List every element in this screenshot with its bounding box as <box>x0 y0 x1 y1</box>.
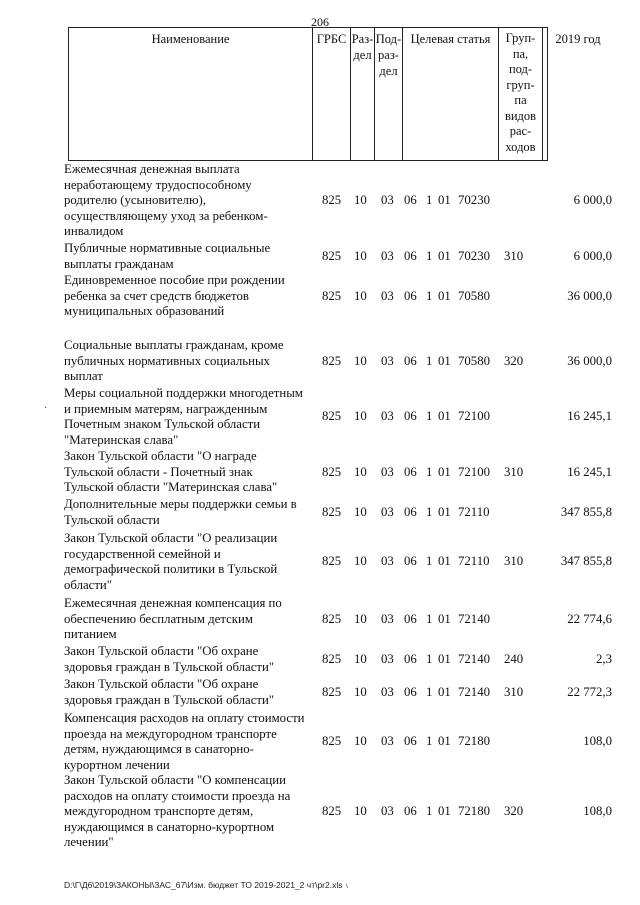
row-sum: 6 000,0 <box>573 193 612 208</box>
row-name-line: нуждающимся в санаторно-курортном <box>64 819 275 834</box>
row-name-line: Тульской области "Материнская слава" <box>64 480 278 495</box>
row-grbs: 825 <box>322 464 342 479</box>
row-sum: 36 000,0 <box>567 353 612 368</box>
row-c4: 72140 <box>458 611 490 626</box>
row-name-line: области" <box>64 577 113 592</box>
row-c3: 01 <box>438 554 451 569</box>
row-rz: 10 <box>354 804 367 819</box>
row-c4: 72110 <box>458 504 490 519</box>
row-c4: 72180 <box>458 804 490 819</box>
row-c1: 06 <box>404 651 417 666</box>
row-name-line: Тульской области - Почетный знак <box>64 464 253 479</box>
header-grbs: ГРБС <box>313 28 351 160</box>
row-rz: 10 <box>354 611 367 626</box>
row-sum: 6 000,0 <box>573 248 612 263</box>
row-c2: 1 <box>426 504 433 519</box>
row-grbs: 825 <box>322 651 342 666</box>
header-group-line: груп- <box>506 77 535 92</box>
header-podrazdel-line: дел <box>379 64 398 78</box>
table-row <box>64 677 612 708</box>
row-name <box>64 711 314 773</box>
header-razdel <box>351 28 375 160</box>
table-row <box>64 449 612 496</box>
row-sum: 108,0 <box>583 734 612 749</box>
table-row <box>64 497 612 528</box>
row-grbs: 825 <box>322 684 342 699</box>
row-sum: 347 855,8 <box>560 554 612 569</box>
row-c1: 06 <box>404 504 417 519</box>
row-grbs: 825 <box>322 611 342 626</box>
header-target: Целевая статья <box>403 28 499 160</box>
row-sum: 2,3 <box>596 651 612 666</box>
row-name-line: государственной семейной и <box>64 546 221 561</box>
row-rz: 10 <box>354 504 367 519</box>
header-group-line: ходов <box>505 139 536 154</box>
row-name-line: Дополнительные меры поддержки семьи в <box>64 497 297 511</box>
row-c1: 06 <box>404 353 417 368</box>
row-rz: 10 <box>354 554 367 569</box>
row-c4: 72140 <box>458 651 490 666</box>
row-c4: 72140 <box>458 684 490 699</box>
row-name <box>64 677 314 708</box>
row-name <box>64 449 314 496</box>
row-name-line: лечении" <box>64 835 114 850</box>
row-vr: 310 <box>504 554 524 569</box>
row-c1: 06 <box>404 684 417 699</box>
table-row <box>64 596 612 643</box>
row-c3: 01 <box>438 353 451 368</box>
row-name-line: осуществляющему уход за ребенком- <box>64 208 268 223</box>
row-pr: 03 <box>381 611 394 626</box>
header-group-line: рас- <box>509 124 532 138</box>
row-name-line: обеспечению бесплатным детским <box>64 611 253 626</box>
row-grbs: 825 <box>322 353 342 368</box>
row-grbs: 825 <box>322 193 342 208</box>
row-vr: 310 <box>504 464 524 479</box>
row-c2: 1 <box>426 684 433 699</box>
table-row <box>64 386 612 448</box>
row-grbs: 825 <box>322 288 342 303</box>
row-vr: 320 <box>504 353 524 368</box>
scan-mark: · <box>44 403 48 414</box>
row-sum: 22 772,3 <box>567 684 612 699</box>
row-name-line: здоровья граждан в Тульской области" <box>64 659 275 674</box>
table-row <box>64 273 612 320</box>
row-c2: 1 <box>426 193 433 208</box>
row-name-line: курортном лечении <box>64 757 170 772</box>
row-c3: 01 <box>438 804 451 819</box>
header-name: Наименование <box>69 28 313 160</box>
row-name-line: инвалидом <box>64 224 124 239</box>
row-name-line: расходов на оплату стоимости проезда на <box>64 788 291 803</box>
row-pr: 03 <box>381 554 394 569</box>
row-c4: 72100 <box>458 409 490 424</box>
header-group-line: под- <box>508 62 533 76</box>
row-pr: 03 <box>381 288 394 303</box>
row-c1: 06 <box>404 554 417 569</box>
row-name-line: Закон Тульской области "О компенсации <box>64 773 286 787</box>
table-row <box>64 711 612 773</box>
row-c1: 06 <box>404 464 417 479</box>
row-pr: 03 <box>381 684 394 699</box>
row-vr: 240 <box>504 651 524 666</box>
row-c3: 01 <box>438 248 451 263</box>
row-rz: 10 <box>354 353 367 368</box>
row-name-line: Ежемесячная денежная выплата <box>64 162 240 176</box>
row-name-line: Меры социальной поддержки многодетным <box>64 386 303 400</box>
row-name-line: Закон Тульской области "О реализации <box>64 531 278 545</box>
row-name <box>64 531 314 593</box>
row-c2: 1 <box>426 464 433 479</box>
header-podrazdel-line: раз- <box>378 48 399 62</box>
row-name <box>64 596 314 643</box>
row-sum: 347 855,8 <box>560 504 612 519</box>
row-vr: 310 <box>504 248 524 263</box>
row-c2: 1 <box>426 804 433 819</box>
row-name-line: Публичные нормативные социальные <box>64 241 271 255</box>
row-name-line: "Материнская слава" <box>64 432 179 447</box>
row-pr: 03 <box>381 734 394 749</box>
row-c2: 1 <box>426 651 433 666</box>
row-sum: 108,0 <box>583 804 612 819</box>
row-pr: 03 <box>381 804 394 819</box>
row-name-line: Социальные выплаты гражданам, кроме <box>64 338 284 352</box>
row-c3: 01 <box>438 193 451 208</box>
row-c2: 1 <box>426 734 433 749</box>
row-name-line: родителю (усыновителю), <box>64 193 206 208</box>
row-rz: 10 <box>354 193 367 208</box>
row-name-line: ребенка за счет средств бюджетов <box>64 288 249 303</box>
row-c2: 1 <box>426 288 433 303</box>
row-name-line: проезда на междугородном транспорте <box>64 726 277 741</box>
row-rz: 10 <box>354 684 367 699</box>
row-name-line: детям, нуждающимся в санаторно- <box>64 742 254 757</box>
row-name-line: неработающему трудоспособному <box>64 177 252 192</box>
row-pr: 03 <box>381 464 394 479</box>
row-c1: 06 <box>404 734 417 749</box>
row-grbs: 825 <box>322 248 342 263</box>
header-podrazdel-line: Под- <box>375 32 402 46</box>
row-name <box>64 497 314 528</box>
row-c2: 1 <box>426 554 433 569</box>
row-name-line: публичных нормативных социальных <box>64 353 270 368</box>
file-path: D:\Г\Д6\2019\ЗАКОНЫ\ЗАС_67\Изм. бюджет ТО 2019-2021_2 чт\pr2.xls <box>64 880 343 890</box>
row-c1: 06 <box>404 288 417 303</box>
row-c4: 70580 <box>458 288 490 303</box>
row-sum: 36 000,0 <box>567 288 612 303</box>
row-pr: 03 <box>381 248 394 263</box>
row-name <box>64 386 314 448</box>
table-row <box>64 162 612 240</box>
row-name <box>64 338 314 385</box>
table-row <box>64 773 612 851</box>
row-vr: 320 <box>504 804 524 819</box>
header-year: 2019 год <box>555 32 601 46</box>
header-group-line: видов <box>504 108 537 123</box>
row-rz: 10 <box>354 409 367 424</box>
header-group-line: па, <box>512 46 529 61</box>
row-name-line: Ежемесячная денежная компенсация по <box>64 596 282 610</box>
row-sum: 22 774,6 <box>567 611 612 626</box>
row-vr: 310 <box>504 684 524 699</box>
row-c1: 06 <box>404 193 417 208</box>
row-name-line: Закон Тульской области "О награде <box>64 449 257 463</box>
row-rz: 10 <box>354 734 367 749</box>
row-sum: 16 245,1 <box>567 464 612 479</box>
header-razdel-line: Раз- <box>351 32 374 46</box>
row-name-line: и приемным матерям, награжденным <box>64 401 268 416</box>
row-c4: 72100 <box>458 464 490 479</box>
header-razdel-line: дел <box>353 48 372 62</box>
row-sum: 16 245,1 <box>567 409 612 424</box>
table-row <box>64 338 612 385</box>
header-group <box>499 28 543 160</box>
row-name-line: муниципальных образований <box>64 304 225 319</box>
row-c2: 1 <box>426 248 433 263</box>
row-name-line: Закон Тульской области "Об охране <box>64 644 259 658</box>
row-c3: 01 <box>438 684 451 699</box>
row-grbs: 825 <box>322 409 342 424</box>
row-rz: 10 <box>354 288 367 303</box>
row-pr: 03 <box>381 353 394 368</box>
table-row <box>64 241 612 272</box>
scan-mark: ⸌ <box>341 882 351 895</box>
row-grbs: 825 <box>322 554 342 569</box>
row-rz: 10 <box>354 651 367 666</box>
row-name <box>64 162 314 240</box>
row-c2: 1 <box>426 409 433 424</box>
row-c3: 01 <box>438 409 451 424</box>
row-c3: 01 <box>438 464 451 479</box>
table-row <box>64 644 612 675</box>
row-name-line: демографической политики в Тульской <box>64 562 278 577</box>
table-row <box>64 531 612 593</box>
row-c4: 70230 <box>458 248 490 263</box>
row-c4: 70580 <box>458 353 490 368</box>
row-name-line: выплаты гражданам <box>64 256 174 271</box>
row-c4: 70230 <box>458 193 490 208</box>
row-name-line: Закон Тульской области "Об охране <box>64 677 259 691</box>
row-pr: 03 <box>381 193 394 208</box>
row-pr: 03 <box>381 409 394 424</box>
row-c4: 72110 <box>458 554 490 569</box>
row-pr: 03 <box>381 504 394 519</box>
header-podrazdel <box>375 28 403 160</box>
row-c3: 01 <box>438 288 451 303</box>
row-name-line: Компенсация расходов на оплату стоимости <box>64 711 305 725</box>
table-header <box>68 27 601 161</box>
header-group-line: па <box>514 93 527 107</box>
row-name <box>64 773 314 851</box>
row-grbs: 825 <box>322 734 342 749</box>
row-rz: 10 <box>354 464 367 479</box>
page-number: 206 <box>311 15 329 29</box>
row-name-line: Тульской области <box>64 512 160 527</box>
row-c3: 01 <box>438 651 451 666</box>
row-name-line: Почетным знаком Тульской области <box>64 417 261 432</box>
row-name-line: Единовременное пособие при рождении <box>64 273 285 287</box>
row-c3: 01 <box>438 611 451 626</box>
row-c3: 01 <box>438 504 451 519</box>
row-c3: 01 <box>438 734 451 749</box>
row-grbs: 825 <box>322 504 342 519</box>
row-c1: 06 <box>404 611 417 626</box>
row-c1: 06 <box>404 248 417 263</box>
row-grbs: 825 <box>322 804 342 819</box>
row-name-line: питанием <box>64 627 117 642</box>
row-name <box>64 644 314 675</box>
row-rz: 10 <box>354 248 367 263</box>
row-c4: 72180 <box>458 734 490 749</box>
row-c1: 06 <box>404 409 417 424</box>
row-name <box>64 273 314 320</box>
row-name-line: междугородном транспорте детям, <box>64 804 254 819</box>
row-name-line: здоровья граждан в Тульской области" <box>64 692 275 707</box>
row-name-line: выплат <box>64 369 103 384</box>
header-group-line: Груп- <box>505 31 536 45</box>
row-pr: 03 <box>381 651 394 666</box>
row-c1: 06 <box>404 804 417 819</box>
row-c2: 1 <box>426 611 433 626</box>
row-name <box>64 241 314 272</box>
row-c2: 1 <box>426 353 433 368</box>
